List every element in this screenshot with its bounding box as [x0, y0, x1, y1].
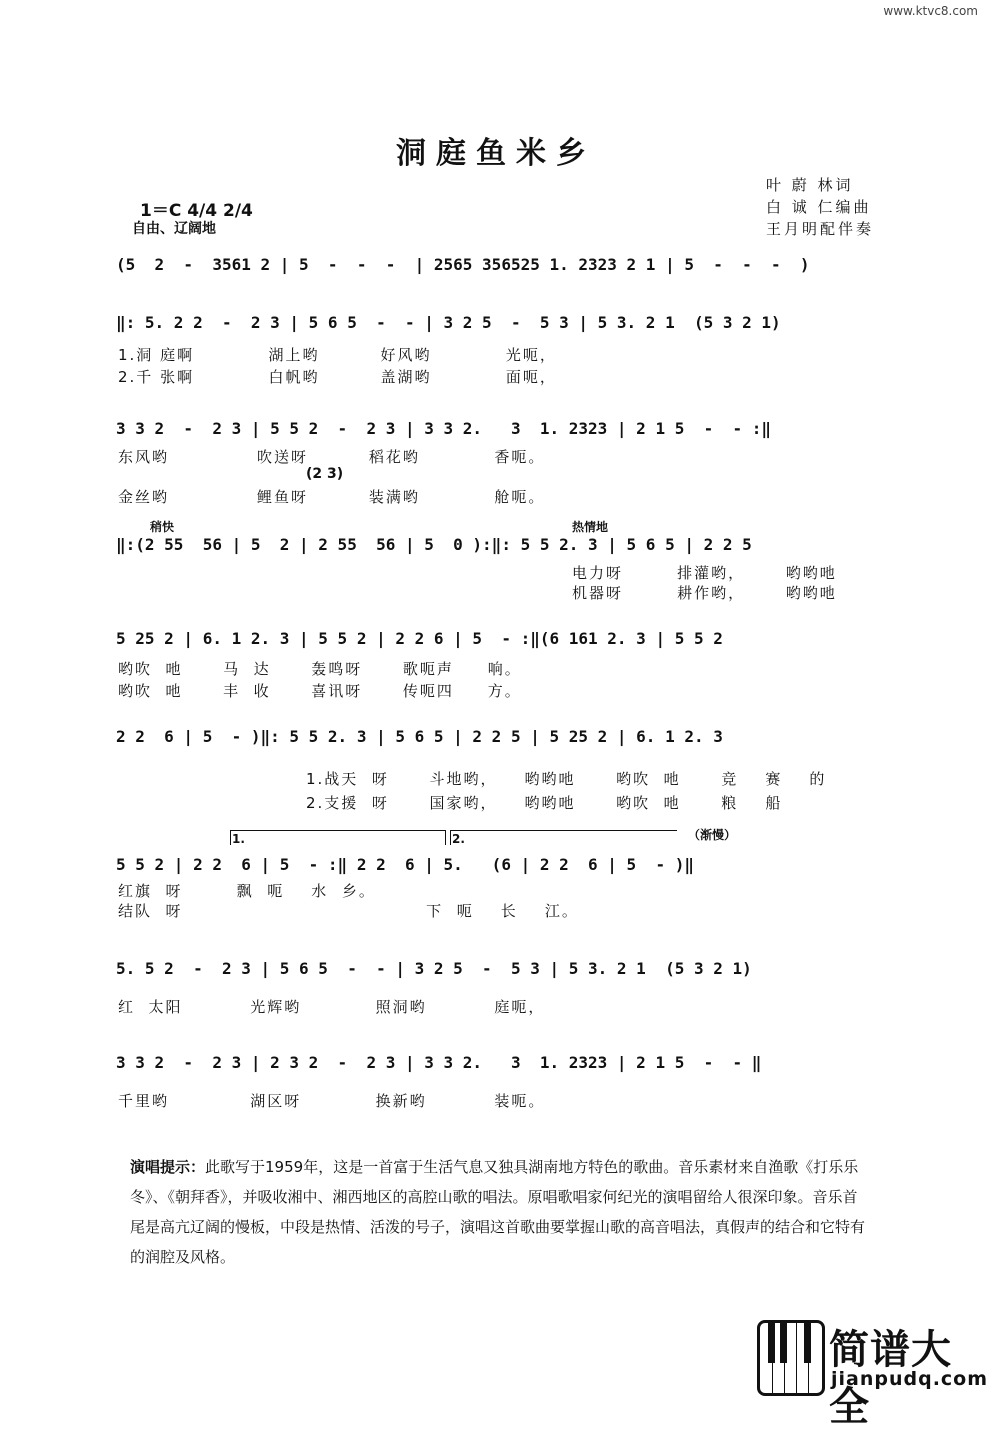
lyric-line: 电力呀 排灌哟， 哟哟吔: [572, 564, 837, 582]
lyric-line: 千里哟 湖区呀 换新哟 装呃。: [118, 1092, 546, 1110]
credits: [766, 174, 874, 240]
lyric-line: 红 太阳 光辉哟 照洞哟 庭呃，: [118, 998, 546, 1016]
notation-row-3: [116, 414, 898, 444]
notation-row-1: [116, 250, 898, 280]
notes: ‖: 5. 2 2 - 2 3 | 5 6 5 - - | 3 2 5 - 5 3 | 5 3. 2 1 (5 3 2 1): [116, 313, 781, 332]
notation-row-6: [116, 722, 898, 752]
notes: ‖:(2 55 56 | 5 2 | 2 55 56 | 5 0 ):‖: 5 5 2. 3 | 5 6 5 | 2 2 5: [116, 535, 752, 554]
lyric-line: 哟吹 吔 丰 收 喜讯呀 传呃四 方。: [118, 682, 522, 700]
hint-text: 此歌写于1959年，这是一首富于生活气息又独具湖南地方特色的歌曲。音乐素材来自渔歌《打乐乐冬》、《朝拜香》，并吸收湘中、湘西地区的高腔山歌的唱法。原唱歌唱家何纪光的演唱留给人很深印象。音乐首尾是高亢辽阔的慢板，中段是热情、活泼的号子，演唱这首歌曲要掌握山歌的高音唱法，真假声的结合和它特有的润腔及风格。: [130, 1158, 866, 1266]
site-logo[interactable]: [757, 1316, 989, 1430]
notes: (5 2 - 3561 2 | 5 - - - | 2565 356525 1. 2323 2 1 | 5 - - - ): [116, 255, 810, 274]
song-title: 洞庭鱼米乡: [396, 136, 596, 171]
tempo-marking: 自由、辽阔地: [132, 221, 216, 237]
logo-text: 简谱大全: [829, 1327, 952, 1430]
lyricist-credit: 叶 蔚 林词: [765, 176, 854, 194]
lyric-line: 哟吹 吔 马 达 轰鸣呀 歌呃声 响。: [118, 660, 522, 678]
key-signature: 1＝C 4/4 2/4: [140, 201, 253, 221]
lyric-line: 1.洞 庭啊 湖上哟 好风哟 光呃，: [118, 346, 557, 364]
tempo-slowing: （渐慢）: [688, 828, 737, 842]
lyric-line: 结队 呀 下 呃 长 江。: [118, 902, 579, 920]
logo-url: jianpudq.com: [831, 1368, 989, 1390]
lyric-line: 机器呀 耕作哟， 哟哟吔: [572, 584, 837, 602]
notes: 5. 5 2 - 2 3 | 5 6 5 - - | 3 2 5 - 5 3 | 5 3. 2 1 (5 3 2 1): [116, 959, 752, 978]
notes: 5 25 2 | 6. 1 2. 3 | 5 5 2 | 2 2 6 | 5 - :‖(6 161 2. 3 | 5 5 2: [116, 629, 723, 648]
lyric-line: 2.千 张啊 白帆哟 盖湖哟 面呃，: [118, 368, 557, 386]
volta-2: 2.: [452, 832, 465, 846]
alt-notes: (2 3): [306, 466, 344, 482]
lyric-line: 金丝哟 鲤鱼呀 装满哟 舱呃。: [118, 488, 546, 506]
lyric-line: 红旗 呀 飘 呃 水 乡。: [118, 882, 376, 900]
site-url[interactable]: www.ktvc8.com: [883, 4, 978, 18]
notation-row-7: [116, 850, 898, 880]
notation-row-2: [116, 308, 898, 338]
volta-1: 1.: [232, 832, 245, 846]
hint-label: 演唱提示：: [130, 1158, 206, 1176]
notes: 2 2 6 | 5 - )‖: 5 5 2. 3 | 5 6 5 | 2 2 5 | 5 25 2 | 6. 1 2. 3: [116, 727, 723, 746]
lyric-line: 东风哟 吹送呀 稻花哟 香呃。: [118, 448, 546, 466]
notes: 3 3 2 - 2 3 | 2 3 2 - 2 3 | 3 3 2. 3 1. 2323 | 2 1 5 - - ‖: [116, 1053, 762, 1072]
notes: 3 3 2 - 2 3 | 5 5 2 - 2 3 | 3 3 2. 3 1. 2323 | 2 1 5 - - :‖: [116, 419, 772, 438]
notation-row-4: [116, 530, 898, 560]
accompaniment-credit: 王月明配伴奏: [765, 220, 874, 238]
volta-2-bracket: [450, 830, 677, 845]
tempo-passionate: 热情地: [572, 520, 609, 534]
tempo-faster: 稍快: [150, 520, 175, 534]
lyric-line: 1.战天 呀 斗地哟， 哟哟吔 哟吹 吔 竞 赛 的: [306, 770, 827, 788]
notation-row-5: [116, 624, 898, 654]
volta-1-bracket: [230, 830, 446, 845]
notation-row-9: [116, 1048, 898, 1078]
notation-row-8: [116, 954, 898, 984]
performance-hint: [130, 1152, 870, 1272]
composer-credit: 白 诚 仁编曲: [765, 198, 872, 216]
piano-keys-icon: [757, 1320, 825, 1396]
lyric-line: 2.支援 呀 国家哟， 哟哟吔 哟吹 吔 粮 船: [306, 794, 783, 812]
notes: 5 5 2 | 2 2 6 | 5 - :‖ 2 2 6 | 5. (6 | 2 2 6 | 5 - )‖: [116, 855, 694, 874]
